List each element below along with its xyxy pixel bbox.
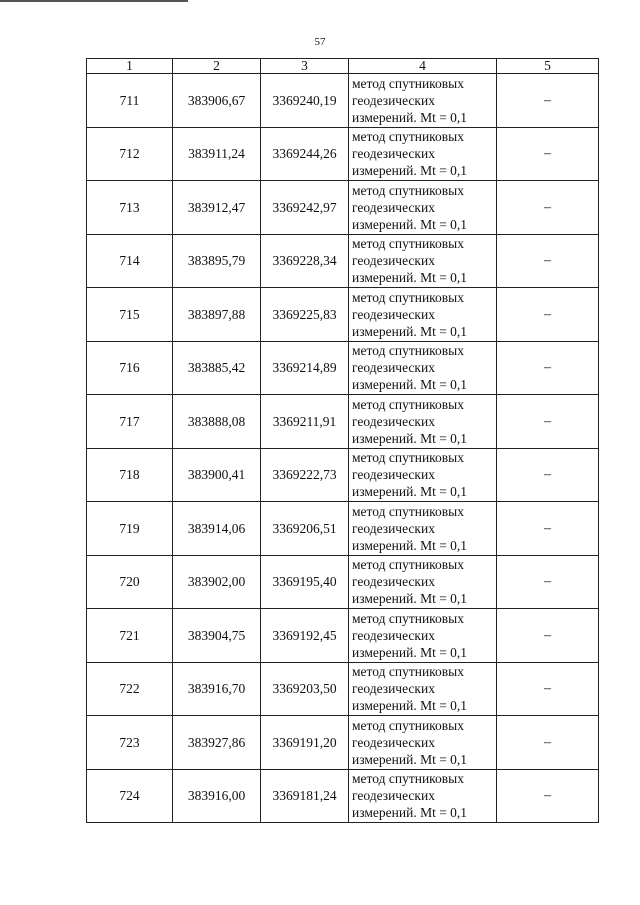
- method-cell: [349, 395, 497, 449]
- method-line: метод спутниковых: [352, 182, 464, 198]
- method-line: геодезических: [352, 146, 435, 162]
- x-coordinate-cell: 383927,86: [173, 716, 261, 770]
- method-line: геодезических: [352, 199, 435, 215]
- method-line: метод спутниковых: [352, 557, 464, 573]
- x-coordinate-cell: 383916,70: [173, 662, 261, 716]
- point-number-cell: 716: [87, 341, 173, 395]
- y-coordinate-cell: 3369228,34: [261, 234, 349, 288]
- point-number-cell: 714: [87, 234, 173, 288]
- header-rule: [0, 0, 188, 2]
- method-cell: [349, 769, 497, 823]
- point-number-cell: 721: [87, 609, 173, 663]
- column-header-2: 2: [173, 59, 261, 74]
- y-coordinate-cell: 3369222,73: [261, 448, 349, 502]
- method-cell: [349, 127, 497, 181]
- table-row: [87, 395, 599, 449]
- table-row: [87, 74, 599, 128]
- table-row: [87, 181, 599, 235]
- method-line: геодезических: [352, 92, 435, 108]
- x-coordinate-cell: 383885,42: [173, 341, 261, 395]
- column-header-3: 3: [261, 59, 349, 74]
- method-line: метод спутниковых: [352, 396, 464, 412]
- note-cell: –: [497, 234, 599, 288]
- y-coordinate-cell: 3369203,50: [261, 662, 349, 716]
- x-coordinate-cell: 383914,06: [173, 502, 261, 556]
- point-number-cell: 717: [87, 395, 173, 449]
- note-cell: –: [497, 502, 599, 556]
- y-coordinate-cell: 3369195,40: [261, 555, 349, 609]
- y-coordinate-cell: 3369211,91: [261, 395, 349, 449]
- y-coordinate-cell: 3369225,83: [261, 288, 349, 342]
- note-cell: –: [497, 127, 599, 181]
- table-row: [87, 288, 599, 342]
- note-cell: –: [497, 395, 599, 449]
- method-cell: [349, 288, 497, 342]
- point-number-cell: 723: [87, 716, 173, 770]
- column-header-4: 4: [349, 59, 497, 74]
- method-line: измерений. Mt = 0,1: [352, 591, 468, 607]
- x-coordinate-cell: 383904,75: [173, 609, 261, 663]
- method-line: измерений. Mt = 0,1: [352, 323, 468, 339]
- table-row: [87, 341, 599, 395]
- method-line: геодезических: [352, 734, 435, 750]
- point-number-cell: 722: [87, 662, 173, 716]
- method-line: геодезических: [352, 306, 435, 322]
- method-cell: [349, 716, 497, 770]
- y-coordinate-cell: 3369181,24: [261, 769, 349, 823]
- x-coordinate-cell: 383912,47: [173, 181, 261, 235]
- method-line: геодезических: [352, 788, 435, 804]
- note-cell: –: [497, 609, 599, 663]
- method-line: метод спутниковых: [352, 664, 464, 680]
- column-header-5: 5: [497, 59, 599, 74]
- table-row: [87, 502, 599, 556]
- point-number-cell: 713: [87, 181, 173, 235]
- point-number-cell: 715: [87, 288, 173, 342]
- x-coordinate-cell: 383900,41: [173, 448, 261, 502]
- method-line: геодезических: [352, 413, 435, 429]
- y-coordinate-cell: 3369192,45: [261, 609, 349, 663]
- x-coordinate-cell: 383897,88: [173, 288, 261, 342]
- note-cell: –: [497, 662, 599, 716]
- y-coordinate-cell: 3369214,89: [261, 341, 349, 395]
- method-cell: [349, 555, 497, 609]
- method-line: метод спутниковых: [352, 610, 464, 626]
- method-cell: [349, 662, 497, 716]
- method-line: измерений. Mt = 0,1: [352, 430, 468, 446]
- point-number-cell: 720: [87, 555, 173, 609]
- point-number-cell: 719: [87, 502, 173, 556]
- table-row: [87, 662, 599, 716]
- point-number-cell: 712: [87, 127, 173, 181]
- method-line: измерений. Mt = 0,1: [352, 805, 468, 821]
- method-line: метод спутниковых: [352, 717, 464, 733]
- table-row: [87, 555, 599, 609]
- y-coordinate-cell: 3369244,26: [261, 127, 349, 181]
- method-cell: [349, 181, 497, 235]
- x-coordinate-cell: 383906,67: [173, 74, 261, 128]
- table-row: [87, 609, 599, 663]
- method-line: геодезических: [352, 253, 435, 269]
- table-row: [87, 769, 599, 823]
- method-line: метод спутниковых: [352, 289, 464, 305]
- x-coordinate-cell: 383888,08: [173, 395, 261, 449]
- note-cell: –: [497, 769, 599, 823]
- note-cell: –: [497, 448, 599, 502]
- table-row: [87, 234, 599, 288]
- note-cell: –: [497, 181, 599, 235]
- method-cell: [349, 502, 497, 556]
- y-coordinate-cell: 3369240,19: [261, 74, 349, 128]
- point-number-cell: 711: [87, 74, 173, 128]
- method-cell: [349, 74, 497, 128]
- method-line: метод спутниковых: [352, 236, 464, 252]
- method-line: геодезических: [352, 681, 435, 697]
- x-coordinate-cell: 383895,79: [173, 234, 261, 288]
- method-line: измерений. Mt = 0,1: [352, 109, 468, 125]
- method-line: метод спутниковых: [352, 503, 464, 519]
- note-cell: –: [497, 716, 599, 770]
- method-line: метод спутниковых: [352, 343, 464, 359]
- page-number: 57: [314, 36, 326, 48]
- method-line: геодезических: [352, 360, 435, 376]
- y-coordinate-cell: 3369191,20: [261, 716, 349, 770]
- method-line: измерений. Mt = 0,1: [352, 377, 468, 393]
- y-coordinate-cell: 3369242,97: [261, 181, 349, 235]
- coordinates-table: [86, 58, 599, 823]
- method-line: метод спутниковых: [352, 129, 464, 145]
- method-line: измерений. Mt = 0,1: [352, 270, 468, 286]
- method-line: измерений. Mt = 0,1: [352, 537, 468, 553]
- table-row: [87, 127, 599, 181]
- method-line: геодезических: [352, 627, 435, 643]
- method-cell: [349, 448, 497, 502]
- method-cell: [349, 234, 497, 288]
- table-body: [87, 74, 599, 823]
- method-line: метод спутниковых: [352, 771, 464, 787]
- x-coordinate-cell: 383902,00: [173, 555, 261, 609]
- method-line: измерений. Mt = 0,1: [352, 698, 468, 714]
- note-cell: –: [497, 74, 599, 128]
- method-line: измерений. Mt = 0,1: [352, 216, 468, 232]
- column-header-1: 1: [87, 59, 173, 74]
- note-cell: –: [497, 555, 599, 609]
- method-line: метод спутниковых: [352, 450, 464, 466]
- point-number-cell: 724: [87, 769, 173, 823]
- method-line: измерений. Mt = 0,1: [352, 163, 468, 179]
- y-coordinate-cell: 3369206,51: [261, 502, 349, 556]
- note-cell: –: [497, 288, 599, 342]
- method-line: измерений. Mt = 0,1: [352, 644, 468, 660]
- table-row: [87, 716, 599, 770]
- method-cell: [349, 341, 497, 395]
- method-line: геодезических: [352, 520, 435, 536]
- point-number-cell: 718: [87, 448, 173, 502]
- method-line: измерений. Mt = 0,1: [352, 484, 468, 500]
- table-row: [87, 448, 599, 502]
- method-line: метод спутниковых: [352, 75, 464, 91]
- method-line: геодезических: [352, 467, 435, 483]
- header-row: [87, 59, 599, 74]
- method-line: геодезических: [352, 574, 435, 590]
- method-line: измерений. Mt = 0,1: [352, 751, 468, 767]
- x-coordinate-cell: 383911,24: [173, 127, 261, 181]
- x-coordinate-cell: 383916,00: [173, 769, 261, 823]
- method-cell: [349, 609, 497, 663]
- note-cell: –: [497, 341, 599, 395]
